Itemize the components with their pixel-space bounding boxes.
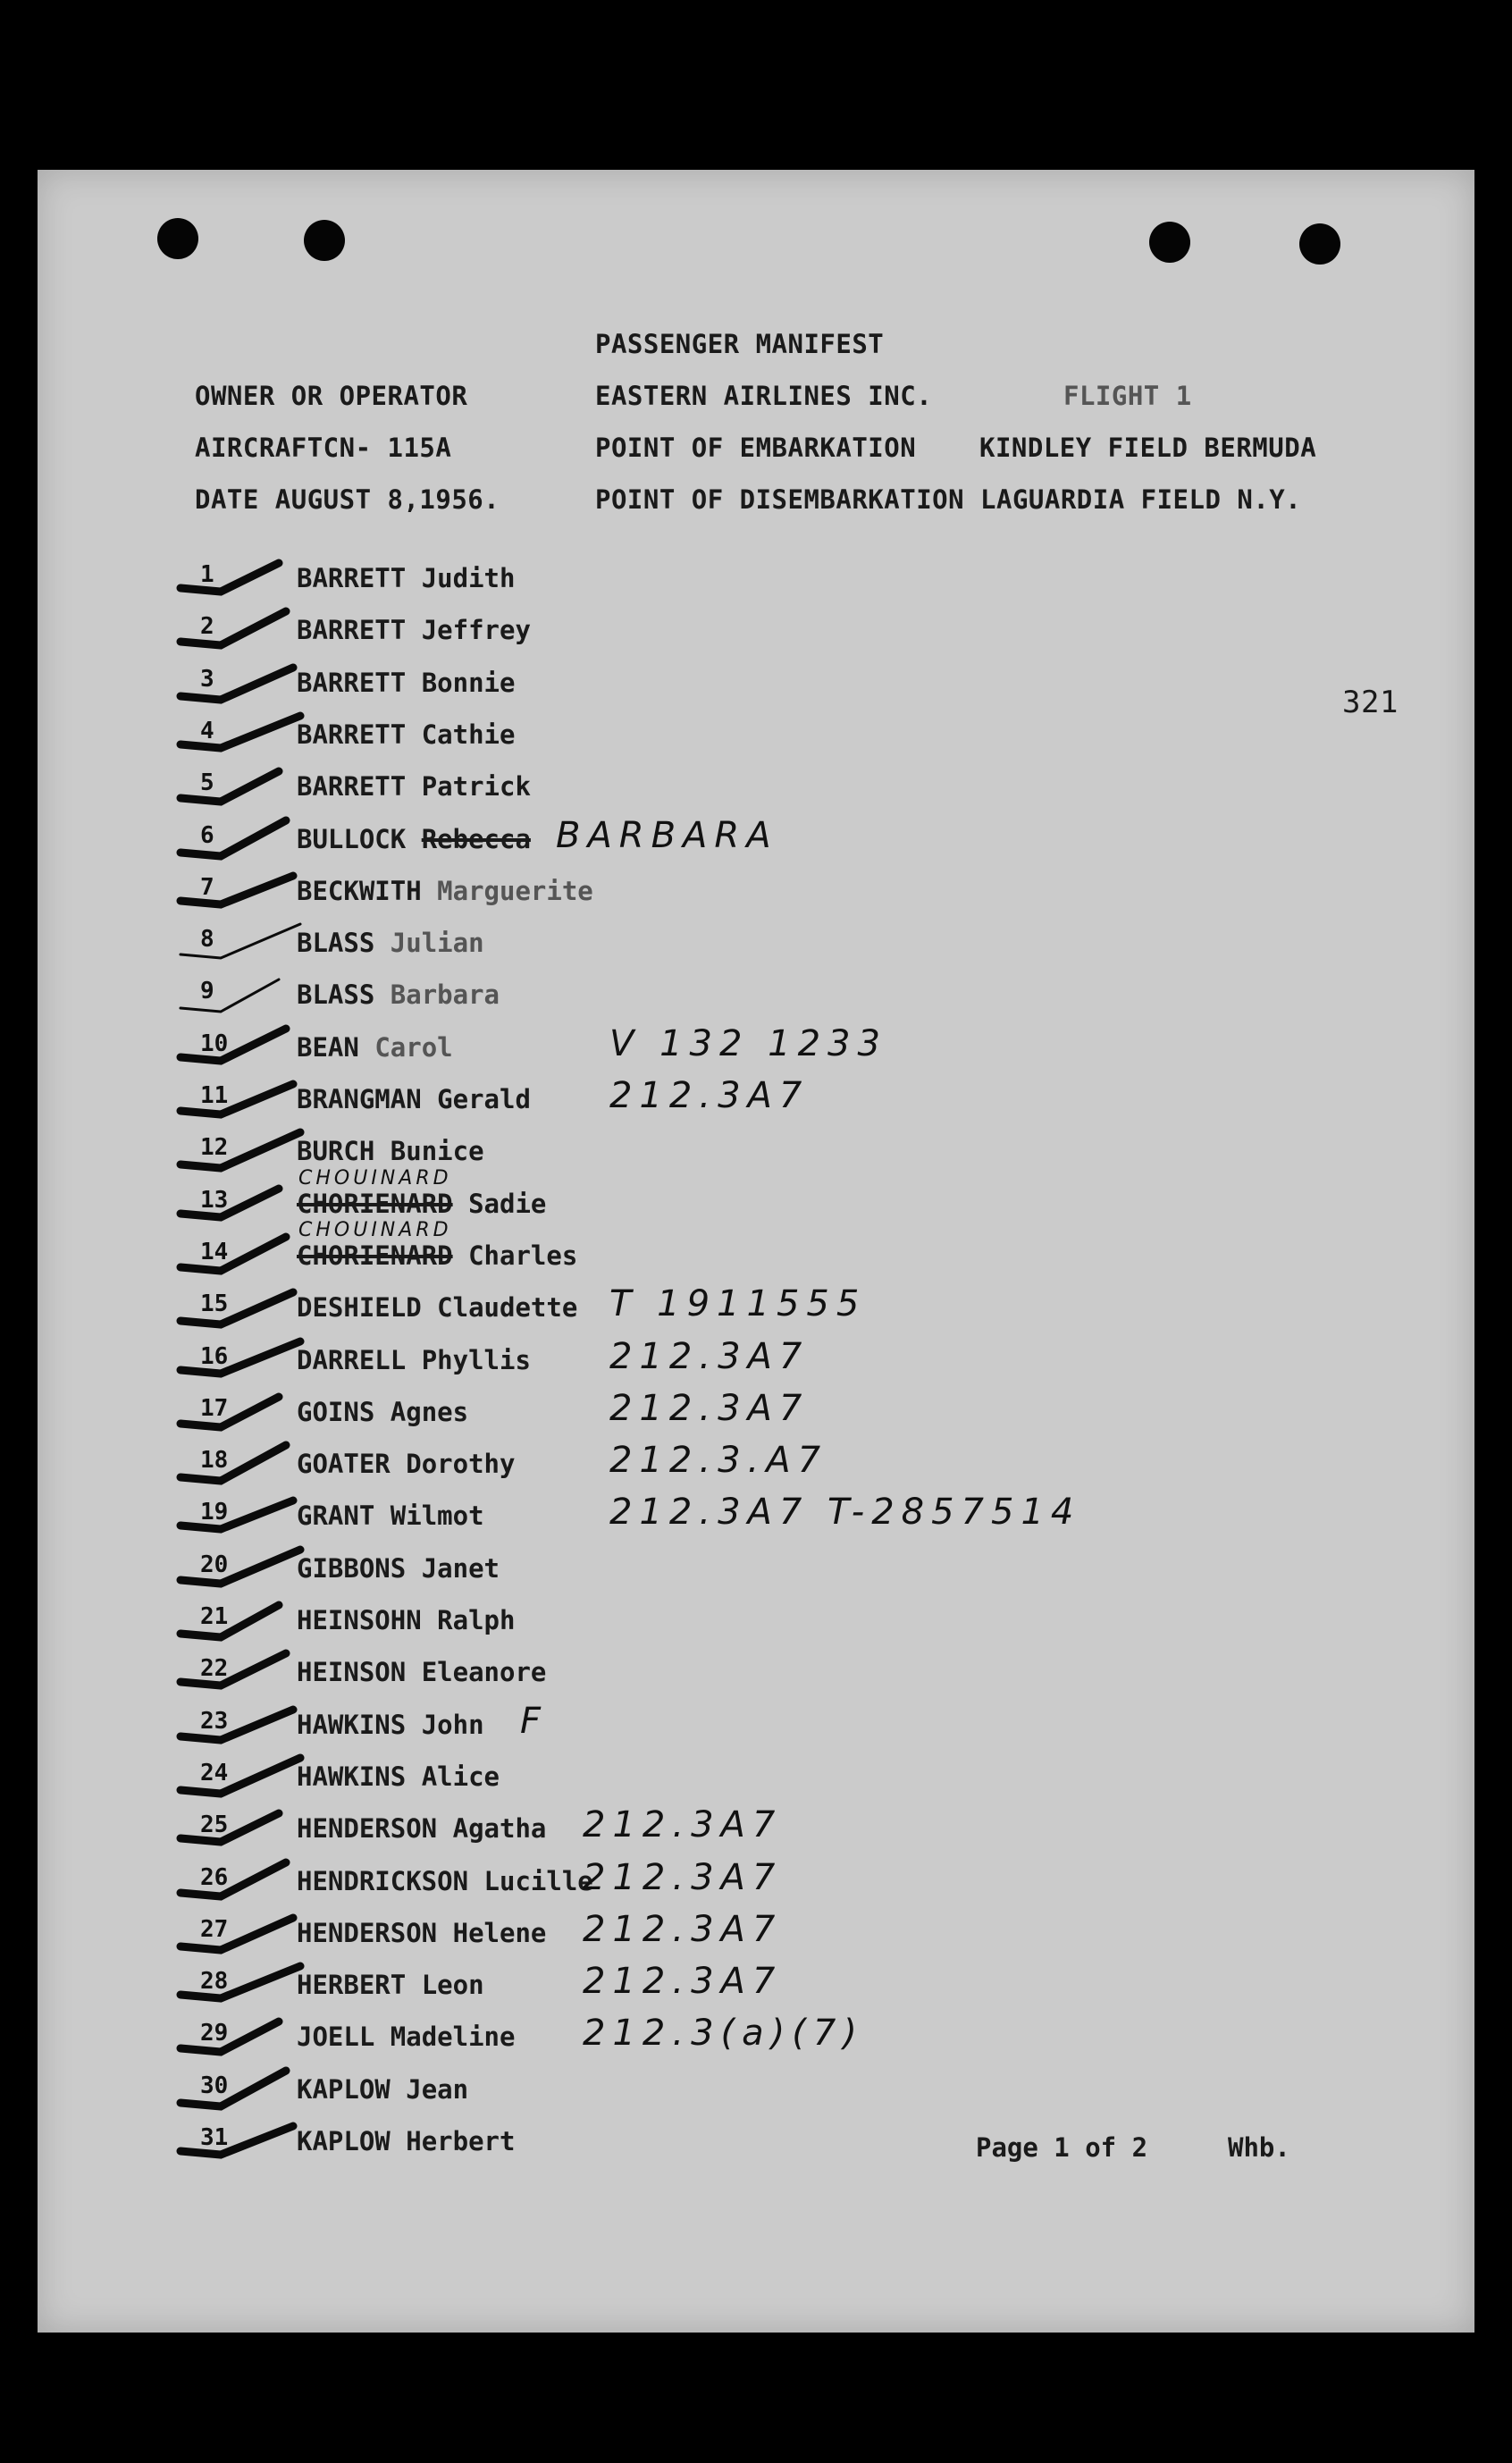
passenger-number: 14 bbox=[200, 1238, 229, 1265]
passenger-given-name: Carol bbox=[374, 1031, 453, 1063]
handwritten-note: 212.3A7 bbox=[609, 1075, 810, 1116]
passenger-name bbox=[297, 1397, 468, 1427]
passenger-row bbox=[38, 1166, 1474, 1232]
passenger-surname: JOELL bbox=[297, 2022, 375, 2053]
passenger-surname: BARRETT bbox=[297, 667, 407, 698]
handwritten-note: 212.3A7 bbox=[583, 1908, 783, 1950]
aircraft-number: AIRCRAFTCN- 115A bbox=[195, 433, 452, 463]
passenger-surname: KAPLOW bbox=[297, 2126, 391, 2156]
passenger-name bbox=[297, 1553, 500, 1584]
passenger-number: 26 bbox=[200, 1863, 229, 1891]
passenger-row bbox=[38, 1753, 1474, 1804]
passenger-surname: DESHIELD bbox=[297, 1292, 422, 1324]
passenger-row bbox=[38, 659, 1474, 710]
handwritten-note: 212.3A7 bbox=[583, 1961, 783, 2003]
passenger-row bbox=[38, 2013, 1474, 2064]
passenger-name bbox=[297, 719, 515, 750]
passenger-number: 24 bbox=[200, 1759, 229, 1786]
passenger-number: 23 bbox=[200, 1707, 229, 1735]
passenger-row bbox=[38, 1283, 1474, 1335]
passenger-surname: GOATER bbox=[297, 1449, 391, 1480]
passenger-given-name: Alice bbox=[421, 1761, 500, 1792]
passenger-given-name: Julian bbox=[390, 928, 484, 959]
passenger-number: 8 bbox=[200, 926, 214, 954]
punch-hole bbox=[304, 220, 345, 261]
passenger-surname: HAWKINS bbox=[297, 1709, 407, 1740]
flight-date: DATE AUGUST 8,1956. bbox=[195, 484, 500, 515]
passenger-row bbox=[38, 606, 1474, 658]
passenger-number: 6 bbox=[200, 821, 214, 849]
passenger-row bbox=[38, 867, 1474, 919]
passenger-row bbox=[38, 1961, 1474, 2013]
passenger-number: 11 bbox=[200, 1082, 229, 1109]
passenger-name bbox=[297, 1710, 484, 1740]
passenger-row bbox=[38, 1648, 1474, 1700]
passenger-surname: DARRELL bbox=[297, 1344, 407, 1375]
passenger-row bbox=[38, 1336, 1474, 1388]
passenger-row bbox=[38, 1075, 1474, 1127]
passenger-surname: BEAN bbox=[297, 1031, 359, 1063]
passenger-name bbox=[297, 1970, 484, 2000]
passenger-surname: HAWKINS bbox=[297, 1761, 407, 1792]
passenger-name bbox=[297, 1345, 531, 1375]
punch-hole bbox=[1299, 223, 1340, 265]
passenger-name bbox=[297, 1084, 531, 1114]
passenger-number: 10 bbox=[200, 1030, 229, 1057]
passenger-given-name: Helene bbox=[452, 1917, 547, 1948]
passenger-row bbox=[38, 815, 1474, 867]
passenger-name bbox=[297, 824, 531, 854]
passenger-given-name: Bonnie bbox=[421, 667, 516, 698]
passenger-surname: HENDERSON bbox=[297, 1917, 438, 1948]
clerk-initials: Whb. bbox=[1228, 2132, 1290, 2163]
passenger-given-name: Jean bbox=[406, 2073, 469, 2105]
passenger-number: 4 bbox=[200, 717, 214, 744]
passenger-name bbox=[297, 2126, 515, 2156]
passenger-given-name: Agatha bbox=[452, 1813, 547, 1845]
passenger-name bbox=[297, 563, 515, 593]
passenger-number: 13 bbox=[200, 1186, 229, 1214]
handwritten-note: 212.3A7 bbox=[583, 1856, 783, 1898]
passenger-given-name: Leon bbox=[421, 1970, 484, 2001]
passenger-surname: KAPLOW bbox=[297, 2073, 391, 2105]
handwritten-note: 212.3A7 bbox=[609, 1387, 810, 1429]
passenger-surname: BARRETT bbox=[297, 771, 407, 803]
passenger-row bbox=[38, 1857, 1474, 1909]
passenger-number: 30 bbox=[200, 2072, 229, 2099]
punch-hole bbox=[157, 218, 198, 259]
passenger-given-name: Wilmot bbox=[390, 1500, 484, 1532]
handwritten-note: V 132 1233 bbox=[609, 1022, 887, 1064]
handwritten-note: F bbox=[520, 1700, 549, 1742]
passenger-given-name: Claudette bbox=[437, 1292, 578, 1324]
passenger-number: 2 bbox=[200, 613, 214, 641]
passenger-given-name: Phyllis bbox=[421, 1344, 531, 1375]
passenger-row bbox=[38, 1701, 1474, 1753]
passenger-row bbox=[38, 1804, 1474, 1856]
passenger-number: 27 bbox=[200, 1915, 229, 1943]
passenger-given-name: Agnes bbox=[390, 1396, 469, 1427]
passenger-surname: CHORIENARD bbox=[297, 1240, 453, 1271]
passenger-surname: BLASS bbox=[297, 928, 375, 959]
passenger-surname: HEINSOHN bbox=[297, 1605, 422, 1635]
flight-number: FLIGHT 1 bbox=[1063, 381, 1192, 411]
passenger-name bbox=[297, 1292, 577, 1323]
passenger-number: 20 bbox=[200, 1551, 229, 1578]
passenger-row bbox=[38, 2065, 1474, 2117]
handwritten-note: T 1911555 bbox=[609, 1283, 867, 1325]
embarkation-place: KINDLEY FIELD BERMUDA bbox=[979, 433, 1317, 463]
passenger-row bbox=[38, 1596, 1474, 1648]
passenger-row bbox=[38, 971, 1474, 1022]
passenger-name bbox=[297, 1866, 593, 1896]
passenger-number: 9 bbox=[200, 978, 214, 1005]
passenger-name bbox=[297, 876, 593, 906]
embarkation-label: POINT OF EMBARKATION bbox=[595, 433, 917, 463]
passenger-given-name: Madeline bbox=[390, 2022, 516, 2053]
passenger-number: 1 bbox=[200, 561, 214, 588]
passenger-number: 29 bbox=[200, 2020, 229, 2047]
stamp-number: 321 bbox=[1342, 685, 1399, 720]
passenger-surname: CHORIENARD bbox=[297, 1188, 453, 1219]
passenger-name bbox=[297, 2074, 468, 2105]
handwritten-note: 212.3.A7 bbox=[609, 1440, 828, 1482]
passenger-given-name: Gerald bbox=[437, 1084, 531, 1114]
handwritten-note: 212.3(a)(7) bbox=[583, 2013, 864, 2055]
passenger-given-name: Barbara bbox=[390, 979, 500, 1011]
passenger-name bbox=[297, 979, 500, 1010]
passenger-given-name: Lucille bbox=[483, 1865, 593, 1896]
passenger-surname: GRANT bbox=[297, 1500, 375, 1532]
passenger-row bbox=[38, 1127, 1474, 1179]
passenger-surname: BARRETT bbox=[297, 719, 407, 750]
passenger-name bbox=[297, 1189, 546, 1219]
passenger-surname: BULLOCK bbox=[297, 823, 407, 854]
passenger-number: 21 bbox=[200, 1603, 229, 1630]
handwritten-correction: CHOUINARD bbox=[298, 1166, 452, 1189]
handwritten-note: 212.3A7 T-2857514 bbox=[609, 1492, 1081, 1534]
page-indicator: Page 1 of 2 bbox=[976, 2132, 1148, 2163]
passenger-name bbox=[297, 668, 515, 698]
passenger-row bbox=[38, 554, 1474, 606]
owner-label: OWNER OR OPERATOR bbox=[195, 381, 468, 411]
passenger-given-name: Eleanore bbox=[421, 1657, 547, 1688]
passenger-surname: GIBBONS bbox=[297, 1552, 407, 1584]
passenger-given-name: Rebecca bbox=[421, 823, 531, 854]
passenger-given-name: Ralph bbox=[437, 1605, 516, 1635]
passenger-given-name: Bunice bbox=[390, 1136, 484, 1167]
passenger-number: 17 bbox=[200, 1394, 229, 1422]
passenger-name bbox=[297, 615, 531, 645]
passenger-row bbox=[38, 1023, 1474, 1075]
passenger-surname: HENDERSON bbox=[297, 1813, 438, 1845]
passenger-name bbox=[297, 1657, 546, 1687]
passenger-row bbox=[38, 1544, 1474, 1596]
passenger-surname: BRANGMAN bbox=[297, 1084, 422, 1114]
passenger-number: 7 bbox=[200, 873, 214, 901]
passenger-number: 18 bbox=[200, 1447, 229, 1475]
passenger-surname: BLASS bbox=[297, 979, 375, 1011]
passenger-name bbox=[297, 1449, 515, 1479]
passenger-name bbox=[297, 2022, 515, 2052]
passenger-name bbox=[297, 1813, 546, 1844]
passenger-surname: HEINSON bbox=[297, 1657, 407, 1688]
passenger-surname: GOINS bbox=[297, 1396, 375, 1427]
owner-value: EASTERN AIRLINES INC. bbox=[595, 381, 933, 411]
passenger-number: 28 bbox=[200, 1968, 229, 1996]
passenger-name bbox=[297, 1240, 577, 1271]
passenger-number: 16 bbox=[200, 1342, 229, 1370]
passenger-name bbox=[297, 1918, 546, 1948]
passenger-given-name: Janet bbox=[421, 1552, 500, 1584]
passenger-surname: BECKWITH bbox=[297, 875, 422, 906]
passenger-given-name: Judith bbox=[421, 563, 516, 593]
passenger-name bbox=[297, 1500, 484, 1531]
handwritten-note: BARBARA bbox=[556, 814, 778, 856]
handwritten-note: 212.3A7 bbox=[583, 1804, 783, 1846]
handwritten-correction: CHOUINARD bbox=[298, 1218, 452, 1241]
passenger-number: 31 bbox=[200, 2124, 229, 2151]
passenger-given-name: Herbert bbox=[406, 2126, 516, 2156]
passenger-number: 25 bbox=[200, 1812, 229, 1839]
passenger-surname: BARRETT bbox=[297, 563, 407, 593]
passenger-given-name: Jeffrey bbox=[421, 615, 531, 646]
passenger-surname: BARRETT bbox=[297, 615, 407, 646]
passenger-name bbox=[297, 1136, 484, 1166]
passenger-number: 19 bbox=[200, 1499, 229, 1526]
passenger-surname: HENDRICKSON bbox=[297, 1865, 469, 1896]
handwritten-note: 212.3A7 bbox=[609, 1335, 810, 1377]
passenger-name bbox=[297, 1761, 500, 1792]
passenger-given-name: Sadie bbox=[468, 1188, 547, 1219]
passenger-name bbox=[297, 1605, 515, 1635]
passenger-given-name: Marguerite bbox=[437, 875, 593, 906]
passenger-row bbox=[38, 1440, 1474, 1492]
passenger-given-name: Dorothy bbox=[406, 1449, 516, 1480]
passenger-name bbox=[297, 771, 531, 802]
passenger-name bbox=[297, 1032, 453, 1063]
passenger-row bbox=[38, 1909, 1474, 1961]
passenger-number: 15 bbox=[200, 1290, 229, 1318]
passenger-surname: BURCH bbox=[297, 1136, 375, 1167]
manifest-title: PASSENGER MANIFEST bbox=[595, 329, 885, 359]
passenger-row bbox=[38, 762, 1474, 814]
punch-hole bbox=[1149, 222, 1190, 263]
passenger-given-name: Cathie bbox=[421, 719, 516, 750]
passenger-row bbox=[38, 1492, 1474, 1543]
passenger-given-name: John bbox=[421, 1709, 484, 1740]
passenger-number: 22 bbox=[200, 1655, 229, 1683]
passenger-number: 3 bbox=[200, 665, 214, 693]
passenger-row bbox=[38, 919, 1474, 971]
manifest-page bbox=[38, 170, 1474, 2333]
passenger-row bbox=[38, 710, 1474, 762]
passenger-given-name: Charles bbox=[468, 1240, 578, 1271]
disembarkation: POINT OF DISEMBARKATION LAGUARDIA FIELD N.Y. bbox=[595, 484, 1302, 515]
passenger-surname: HERBERT bbox=[297, 1970, 407, 2001]
passenger-row bbox=[38, 1218, 1474, 1283]
passenger-number: 5 bbox=[200, 769, 214, 797]
passenger-number: 12 bbox=[200, 1134, 229, 1162]
passenger-given-name: Patrick bbox=[421, 771, 531, 803]
passenger-name bbox=[297, 928, 484, 958]
passenger-row bbox=[38, 1388, 1474, 1440]
